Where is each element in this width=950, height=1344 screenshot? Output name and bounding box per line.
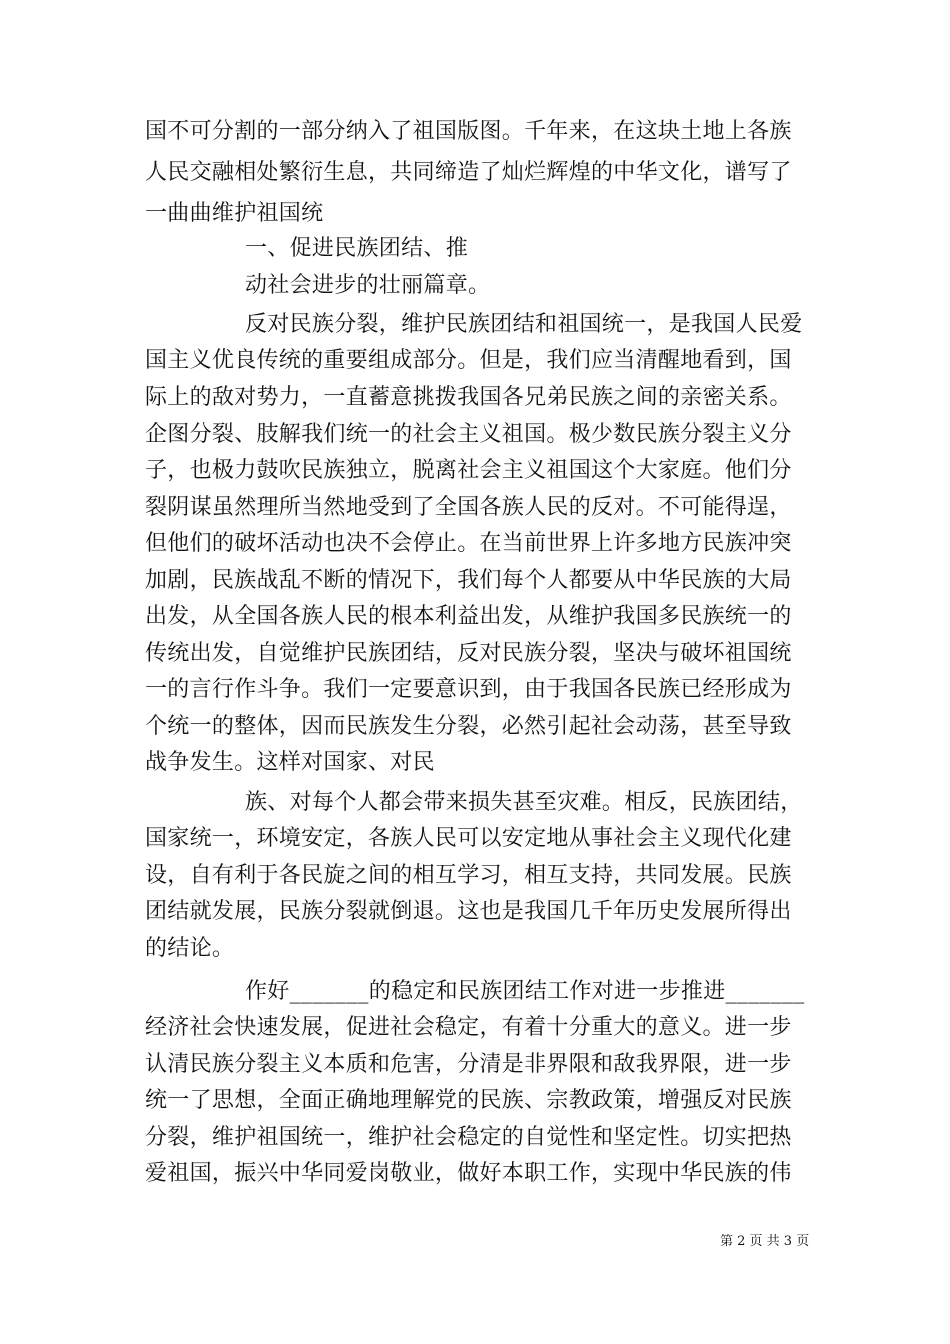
text-line: 国家统一，环境安定，各族人民可以安定地从事社会主义现代化建 — [145, 826, 792, 851]
text-line: 国主义优良传统的重要组成部分。但是，我们应当清醒地看到，国 — [145, 348, 792, 373]
text-line: 团结就发展，民族分裂就倒退。这也是我国几千年历史发展所得出 — [145, 899, 792, 924]
text-line: 传统出发，自觉维护民族团结，反对民族分裂，坚决与破坏祖国统 — [145, 641, 792, 666]
text-line: 加剧，民族战乱不断的情况下，我们每个人都要从中华民族的大局 — [145, 568, 792, 593]
text-line: 国不可分割的一部分纳入了祖国版图。千年来，在这块土地上各族 — [145, 119, 792, 144]
text-line: 企图分裂、肢解我们统一的社会主义祖国。极少数民族分裂主义分 — [145, 422, 792, 447]
text-line: 子，也极力鼓吹民族独立，脱离社会主义祖国这个大家庭。他们分 — [145, 458, 792, 483]
text-line: 爱祖国，振兴中华同爱岗敬业，做好本职工作，实现中华民族的伟 — [145, 1161, 792, 1186]
text-line: 统一了思想，全面正确地理解党的民族、宗教政策，增强反对民族 — [145, 1088, 792, 1113]
paragraph-start: 反对民族分裂，维护民族团结和祖国统一，是我国人民爱 — [245, 312, 803, 337]
text-line: 认清民族分裂主义本质和危害，分清是非界限和敌我界限，进一步 — [145, 1052, 792, 1077]
text-line: 出发，从全国各族人民的根本利益出发，从维护我国多民族统一的 — [145, 604, 792, 629]
text-line: 设，自有利于各民旋之间的相互学习，相互支持，共同发展。民族 — [145, 863, 792, 888]
page-number: 第 2 页 共 3 页 — [720, 1234, 810, 1249]
text-line: 际上的敌对势力，一直蓄意挑拨我国各兄弟民族之间的亲密关系。 — [145, 385, 792, 410]
paragraph-start: 作好_______的稳定和民族团结工作对进一步推进_______ — [245, 979, 805, 1004]
text-line: 战争发生。这样对国家、对民 — [145, 750, 435, 775]
text-line: 动社会进步的壮丽篇章。 — [245, 273, 491, 298]
text-line: 人民交融相处繁衍生息，共同缔造了灿烂辉煌的中华文化，谱写了 — [145, 160, 792, 185]
text-line: 的结论。 — [145, 936, 235, 961]
text-line: 但他们的破坏活动也决不会停止。在当前世界上许多地方民族冲突 — [145, 531, 792, 556]
text-line: 一曲曲维护祖国统 — [145, 201, 324, 226]
text-line: 经济社会快速发展，促进社会稳定，有着十分重大的意义。进一步 — [145, 1015, 792, 1040]
text-line: 一的言行作斗争。我们一定要意识到，由于我国各民族已经形成为 — [145, 677, 792, 702]
text-line: 裂阴谋虽然理所当然地受到了全国各族人民的反对。不可能得逞， — [145, 495, 792, 520]
text-line: 分裂，维护祖国统一，维护社会稳定的自觉性和坚定性。切实把热 — [145, 1125, 792, 1150]
section-heading: 一、促进民族团结、推 — [245, 236, 469, 261]
text-line: 个统一的整体，因而民族发生分裂，必然引起社会动荡，甚至导致 — [145, 714, 792, 739]
paragraph-start: 族、对每个人都会带来损失甚至灾难。相反，民族团结， — [245, 790, 803, 815]
